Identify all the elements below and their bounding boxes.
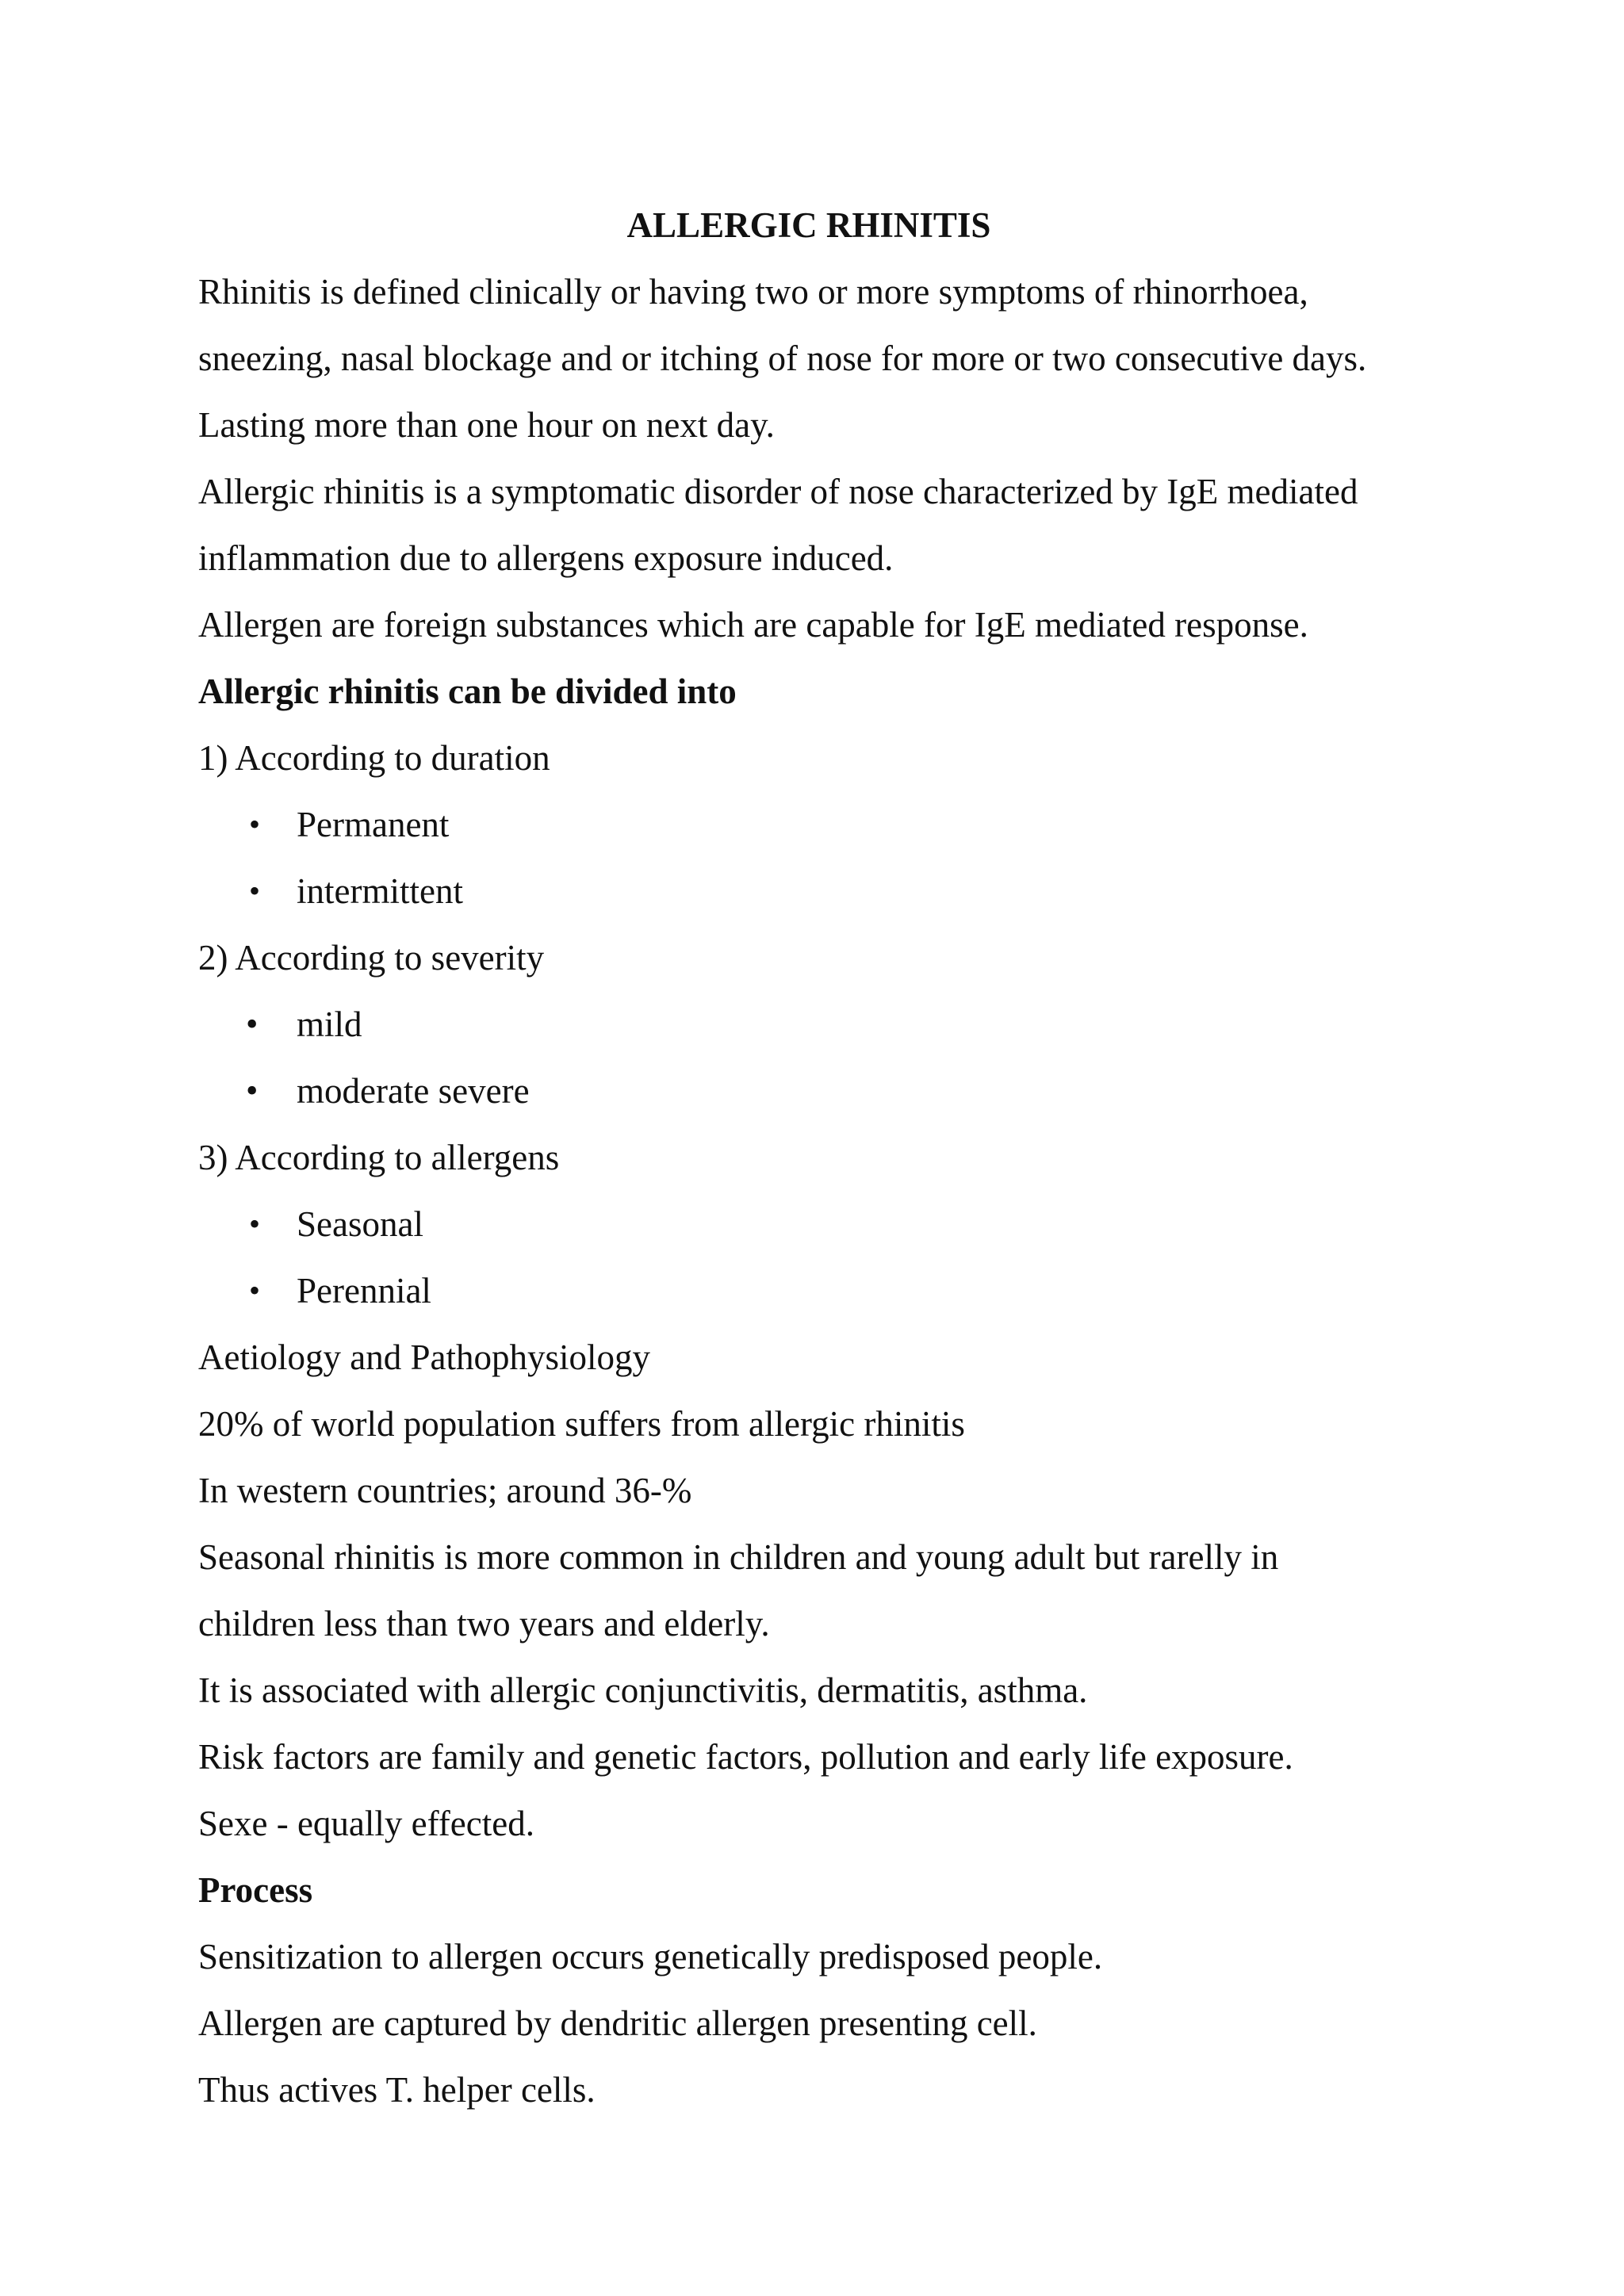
list-item-text: Perennial — [297, 1271, 431, 1311]
body-line: 20% of world population suffers from allergic rhinitis — [198, 1404, 965, 1444]
list-item-text: Seasonal — [297, 1204, 423, 1244]
bullet-icon: • — [249, 1206, 261, 1242]
bullet-icon: • — [249, 1272, 261, 1308]
body-line: children less than two years and elderly. — [198, 1604, 770, 1644]
bullet-icon: • — [246, 1071, 259, 1110]
intro-line: Allergen are foreign substances which are capable for IgE mediated response. — [198, 605, 1308, 645]
list-item — [198, 791, 1435, 858]
body-line: In western countries; around 36-% — [198, 1471, 692, 1510]
page-title: ALLERGIC RHINITIS — [626, 205, 991, 245]
intro-line: Lasting more than one hour on next day. — [198, 405, 775, 445]
body-line: Thus actives T. helper cells. — [198, 2070, 596, 2110]
body-line: Risk factors are family and genetic factors, pollution and early life exposure. — [198, 1737, 1293, 1777]
intro-line: sneezing, nasal blockage and or itching of nose for more or two consecutive days. — [198, 339, 1367, 378]
group-label: 2) According to severity — [198, 938, 545, 978]
bullet-icon: • — [246, 1004, 259, 1043]
intro-line: inflammation due to allergens exposure induced. — [198, 538, 894, 578]
body-line: Allergen are captured by dendritic allergen presenting cell. — [198, 2003, 1037, 2043]
list-item-text: Permanent — [297, 805, 450, 844]
body-line: It is associated with allergic conjunctivitis, dermatitis, asthma. — [198, 1670, 1088, 1710]
bullet-icon: • — [249, 806, 261, 842]
group-label: 3) According to allergens — [198, 1138, 560, 1177]
section-heading-aetiology: Aetiology and Pathophysiology — [198, 1337, 650, 1377]
body-line: Sexe - equally effected. — [198, 1804, 534, 1843]
list-item — [198, 991, 1435, 1058]
bullet-icon: • — [249, 873, 261, 909]
section-heading-classification: Allergic rhinitis can be divided into — [198, 672, 737, 711]
list-item-text: moderate severe — [297, 1071, 530, 1111]
list-item — [198, 1058, 1435, 1124]
section-heading-process: Process — [198, 1870, 313, 1910]
bullet-list — [198, 991, 1435, 1124]
list-item — [198, 1257, 1435, 1324]
group-label: 1) According to duration — [198, 738, 550, 778]
document-page — [198, 192, 1435, 2123]
intro-line: Allergic rhinitis is a symptomatic disorder of nose characterized by IgE mediated — [198, 472, 1358, 511]
list-item-text: mild — [297, 1004, 362, 1044]
bullet-list — [198, 1191, 1435, 1324]
body-line: Seasonal rhinitis is more common in children and young adult but rarelly in — [198, 1537, 1279, 1577]
body-line: Sensitization to allergen occurs genetically predisposed people. — [198, 1937, 1103, 1976]
bullet-list — [198, 791, 1435, 924]
intro-line: Rhinitis is defined clinically or having two or more symptoms of rhinorrhoea, — [198, 272, 1308, 312]
list-item — [198, 858, 1435, 924]
list-item — [198, 1191, 1435, 1257]
list-item-text: intermittent — [297, 871, 463, 911]
